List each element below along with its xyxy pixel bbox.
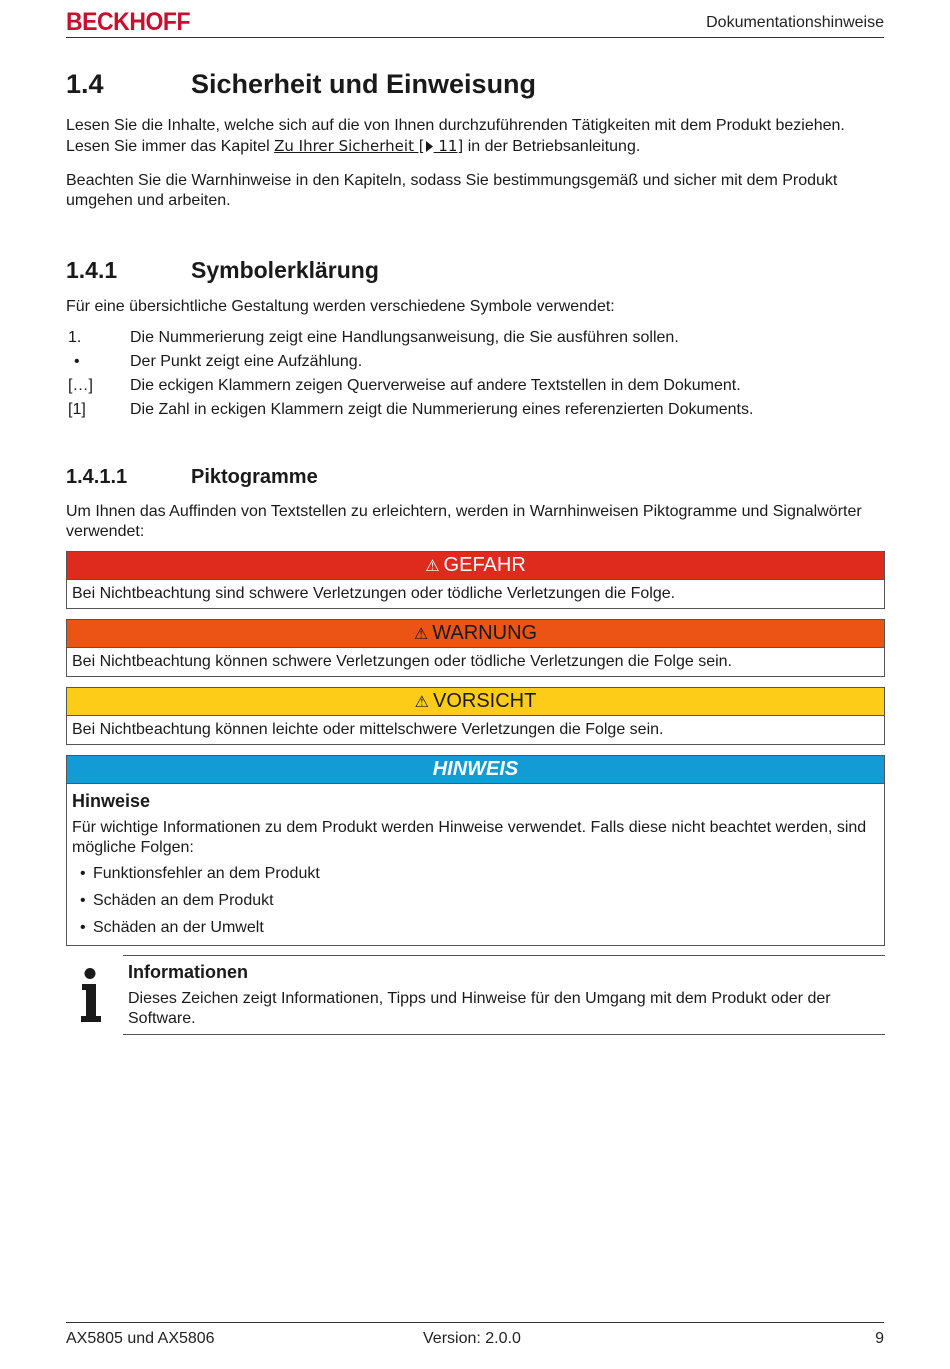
warning-box	[66, 619, 885, 677]
warning-triangle-icon: ⚠	[425, 556, 440, 575]
danger-label: GEFAHR	[443, 554, 526, 576]
symbol: [1]	[68, 401, 86, 418]
info-box	[123, 955, 885, 1035]
caution-box	[66, 687, 885, 745]
header-title: Dokumentationshinweise	[706, 14, 884, 31]
section-heading	[66, 66, 885, 102]
footer-version: Version: 2.0.0	[423, 1330, 521, 1347]
footer-product: AX5805 und AX5806	[66, 1330, 215, 1347]
symbol-row	[66, 350, 885, 374]
symbol-row	[66, 326, 885, 350]
section-paragraph-1-start: Lesen Sie die Inhalte, welche sich auf die von Ihnen durchzuführenden Tätigkeiten mit dem Produkt beziehen. Lesen Sie immer das Kapitel	[66, 117, 845, 155]
symbol: 1.	[68, 329, 82, 346]
page-arrow-icon	[425, 141, 434, 152]
page-content	[66, 66, 885, 1035]
symbol-description: Der Punkt zeigt eine Aufzählung.	[130, 353, 363, 370]
section-paragraph-2: Beachten Sie die Warnhinweise in den Kapiteln, sodass Sie bestimmungsgemäß und sicher mit dem Produkt umgehen und arbeiten.	[66, 172, 838, 209]
warning-header	[67, 620, 884, 648]
beckhoff-logo: BECKHOFF	[66, 8, 191, 36]
info-text: Dieses Zeichen zeigt Informationen, Tipps und Hinweise für den Umgang mit dem Produkt oder der Software.	[128, 990, 831, 1027]
info-icon	[79, 968, 101, 1024]
danger-text: Bei Nichtbeachtung sind schwere Verletzungen oder tödliche Verletzungen die Folge.	[72, 585, 676, 602]
pictograms-intro: Um Ihnen das Auffinden von Textstellen zu erleichtern, werden in Warnhinweisen Piktogramme und Signalwörter verwendet:	[66, 503, 862, 540]
safety-chapter-link[interactable]: Zu Ihrer Sicherheit [ 11]	[274, 137, 464, 155]
caution-label: VORSICHT	[433, 690, 537, 712]
symbol-row	[66, 374, 885, 398]
list-item: • Schäden an dem Produkt	[80, 892, 274, 909]
notice-header: HINWEIS	[67, 756, 884, 784]
symbol-table	[66, 326, 885, 422]
warning-triangle-icon: ⚠	[414, 692, 429, 711]
subsection-number: 1.4.1	[66, 257, 118, 283]
symbol-description: Die eckigen Klammern zeigen Querverweise auf andere Textstellen in dem Dokument.	[130, 377, 741, 394]
list-item: • Schäden an der Umwelt	[80, 919, 264, 936]
symbol: •	[74, 353, 80, 370]
danger-box	[66, 551, 885, 609]
caution-text: Bei Nichtbeachtung können leichte oder mittelschwere Verletzungen die Folge sein.	[72, 721, 664, 738]
notice-box	[66, 755, 885, 946]
danger-header	[67, 552, 884, 580]
list-item: • Funktionsfehler an dem Produkt	[80, 865, 320, 882]
warning-triangle-icon: ⚠	[413, 624, 429, 643]
info-title: Informationen	[128, 962, 248, 982]
subsection-heading	[66, 255, 885, 285]
symbol-description: Die Nummerierung zeigt eine Handlungsanweisung, die Sie ausführen sollen.	[130, 329, 679, 346]
section-title: Sicherheit und Einweisung	[191, 69, 537, 99]
symbol-row	[66, 398, 885, 422]
footer-divider	[66, 1322, 884, 1323]
symbol: […]	[68, 377, 93, 394]
subsubsection-number: 1.4.1.1	[66, 466, 128, 488]
symbol-description: Die Zahl in eckigen Klammern zeigt die Nummerierung eines referenzierten Dokuments.	[130, 401, 754, 418]
notice-body	[67, 784, 884, 945]
warning-label: WARNUNG	[432, 622, 538, 644]
section-paragraph-1	[66, 116, 885, 157]
symbols-intro: Für eine übersichtliche Gestaltung werden verschiedene Symbole verwendet:	[66, 298, 615, 315]
header-divider	[66, 37, 884, 38]
notice-list	[72, 860, 879, 941]
subsubsection-heading	[66, 464, 885, 490]
notice-text: Für wichtige Informationen zu dem Produkt werden Hinweise verwendet. Falls diese nicht beachtet werden, sind mögliche Folgen:	[72, 819, 867, 856]
warning-text: Bei Nichtbeachtung können schwere Verletzungen oder tödliche Verletzungen die Folge sein.	[72, 653, 732, 670]
section-number: 1.4	[66, 69, 104, 99]
section-paragraph-1-end: in der Betriebsanleitung.	[463, 138, 641, 155]
footer-page-number: 9	[875, 1330, 884, 1347]
notice-title: Hinweise	[72, 791, 151, 811]
subsubsection-title: Piktogramme	[191, 466, 318, 488]
subsection-title: Symbolerklärung	[191, 257, 379, 283]
caution-header	[67, 688, 884, 716]
